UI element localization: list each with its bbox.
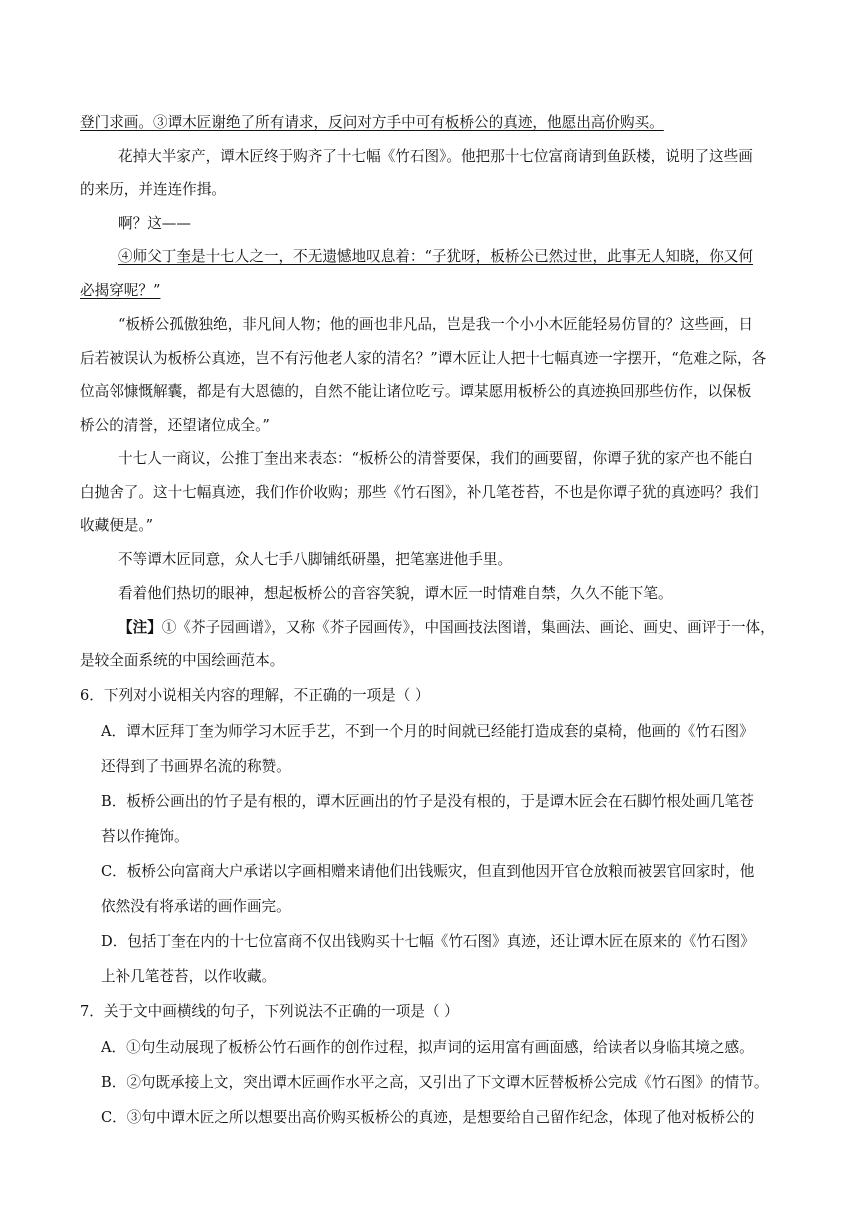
note-line: 是较全面系统的中国绘画范本。 [80,652,285,669]
option-b: B．②句既承接上文，突出谭木匠画作水平之高，又引出了下文谭木匠替板桥公完成《竹石图》的情节。 [101,1074,769,1091]
option-c-continued: 依然没有将承诺的画作画完。 [101,898,291,915]
passage-paragraph-line: 十七人一商议，公推丁奎出来表态：“板桥公的清誉要保，我们的画要留，你谭子犹的家产也不能白 [118,450,753,467]
passage-paragraph-line: “板桥公孤傲独绝，非凡间人物；他的画也非凡品，岂是我一个小小木匠能轻易仿冒的？这些画，日 [118,316,753,333]
option-d: D．包括丁奎在内的十七位富商不仅出钱购买十七幅《竹石图》真迹，还让谭木匠在原来的《竹石图》 [101,933,755,950]
question-stem: 6．下列对小说相关内容的理解，不正确的一项是（ ） [80,687,430,704]
passage-paragraph-line: 看着他们热切的眼神，想起板桥公的音容笑貌，谭木匠一时情难自禁，久久不能下笔。 [118,585,673,602]
note-line [118,618,785,638]
passage-paragraph-line: 收藏便是。” [80,517,154,534]
option-b-continued: 苔以作掩饰。 [101,828,189,845]
option-d-continued: 上补几笔苍苔，以作收藏。 [101,968,277,985]
passage-paragraph-line: 花掉大半家产，谭木匠终于购齐了十七幅《竹石图》。他把那十七位富商请到鱼跃楼，说明了这些画 [118,148,753,165]
option-a: A．①句生动展现了板桥公竹石画作的创作过程，拟声词的运用富有画面感，给读者以身临其境之感。 [101,1039,754,1056]
option-a: A．谭木匠拜丁奎为师学习木匠手艺，不到一个月的时间就已经能打造成套的桌椅，他画的《竹石图》 [101,723,754,740]
option-c: C．③句中谭木匠之所以想要出高价购买板桥公的真迹，是想要给自己留作纪念，体现了他对板桥公的 [101,1109,755,1126]
passage-paragraph-line: 白抛舍了。这十七幅真迹，我们作价收购；那些《竹石图》，补几笔苍苔，不也是你谭子犹的真迹吗？我们 [80,484,759,501]
passage-paragraph-line: 啊？这—— [118,215,191,232]
passage-line-underlined-4: 必揭穿呢？” [80,282,161,299]
note-text: ①《芥子园画谱》，又称《芥子园画传》，中国画技法图谱，集画法、画论、画史、画评于一体， [161,619,775,636]
passage-line-underlined-3: 登门求画。③谭木匠谢绝了所有请求，反问对方手中可有板桥公的真迹，他愿出高价购买。 [80,114,664,131]
option-a-continued: 还得到了书画界名流的称赞。 [101,758,291,775]
passage-paragraph-line: 桥公的清誉，还望诸位成全。” [80,417,270,434]
passage-paragraph-line: 后若被误认为板桥公真迹，岂不有污他老人家的清名？”谭木匠让人把十七幅真迹一字摆开，“危难之际，各 [80,350,767,367]
passage-line-underlined-4: ④师父丁奎是十七人之一，不无遗憾地叹息着：“子犹呀，板桥公已然过世，此事无人知晓，你又何 [118,248,753,265]
option-c: C．板桥公向富商大户承诺以字画相赠来请他们出钱赈灾，但直到他因开官仓放粮而被罢官回家时，他 [101,863,755,880]
passage-paragraph-line: 的来历，并连连作揖。 [80,181,226,198]
option-b: B．板桥公画出的竹子是有根的，谭木匠画出的竹子是没有根的，于是谭木匠会在石脚竹根处画几笔苍 [101,793,754,810]
passage-paragraph-line: 不等谭木匠同意，众人七手八脚铺纸研墨，把笔塞进他手里。 [118,551,513,568]
question-stem: 7．关于文中画横线的句子，下列说法不正确的一项是（ ） [80,1003,459,1020]
note-label: 【注】 [118,619,162,636]
passage-paragraph-line: 位高邻慷慨解囊，都是有大恩德的，自然不能让诸位吃亏。谭某愿用板桥公的真迹换回那些仿作，以保板 [80,383,752,400]
